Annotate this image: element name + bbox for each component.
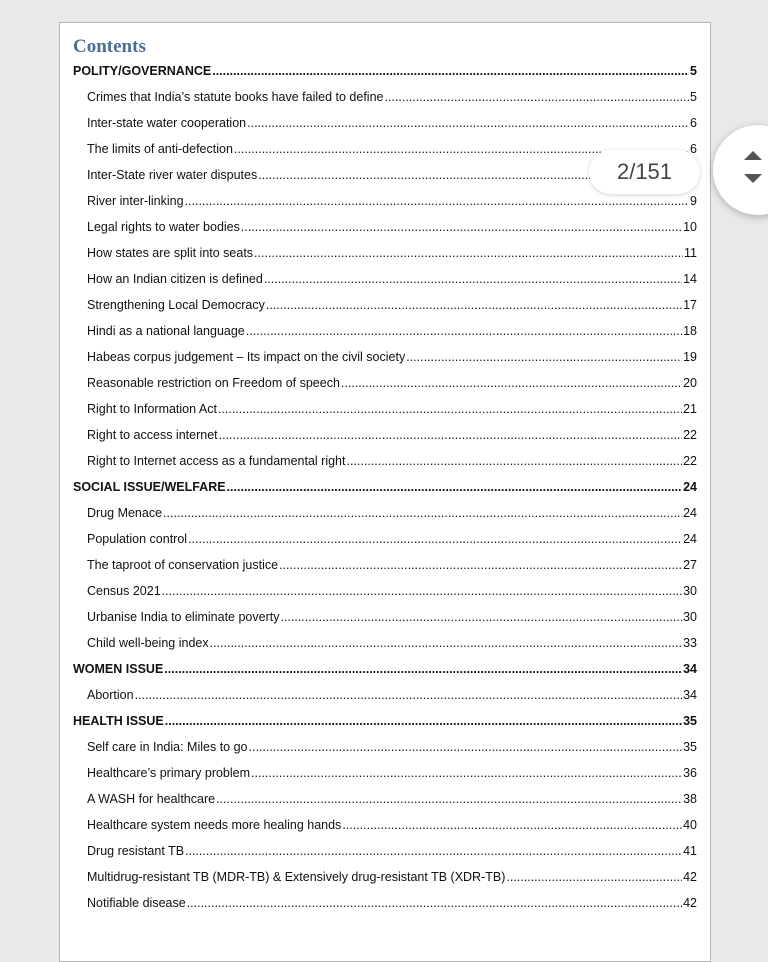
dot-leader xyxy=(185,844,682,858)
toc-section-entry[interactable] xyxy=(73,662,697,680)
toc-entry[interactable] xyxy=(87,610,697,628)
dot-leader xyxy=(266,298,682,312)
toc-entry-page-number: 14 xyxy=(683,272,697,286)
toc-entry[interactable] xyxy=(87,584,697,602)
toc-entry-label: POLITY/GOVERNANCE xyxy=(73,64,212,78)
toc-entry[interactable] xyxy=(87,402,697,420)
toc-entry-label: Drug resistant TB xyxy=(87,844,185,858)
toc-entry-label: Abortion xyxy=(87,688,134,702)
triangle-down-icon xyxy=(744,174,762,183)
toc-entry[interactable] xyxy=(87,376,697,394)
toc-entry[interactable] xyxy=(87,532,697,550)
toc-entry-label: Inter-State river water disputes xyxy=(87,168,258,182)
toc-entry-label: Legal rights to water bodies xyxy=(87,220,240,234)
toc-entry-page-number: 22 xyxy=(683,454,697,468)
toc-entry-label: Inter-state water cooperation xyxy=(87,116,247,130)
toc-entry[interactable] xyxy=(87,116,697,134)
toc-entry[interactable] xyxy=(87,792,697,810)
dot-leader xyxy=(162,584,682,598)
toc-entry-label: Population control xyxy=(87,532,188,546)
toc-entry-page-number: 36 xyxy=(683,766,697,780)
toc-entry-page-number: 11 xyxy=(684,246,697,260)
dot-leader xyxy=(241,220,682,234)
dot-leader xyxy=(246,324,682,338)
toc-entry-page-number: 6 xyxy=(690,142,697,156)
toc-entry-page-number: 6 xyxy=(690,116,697,130)
toc-entry-page-number: 42 xyxy=(683,896,697,910)
dot-leader xyxy=(216,792,682,806)
toc-entry-label: Census 2021 xyxy=(87,584,161,598)
toc-entry-label: River inter-linking xyxy=(87,194,184,208)
dot-leader xyxy=(346,454,682,468)
dot-leader xyxy=(219,428,682,442)
toc-entry[interactable] xyxy=(87,688,697,706)
toc-section-entry[interactable] xyxy=(73,714,697,732)
toc-entry-label: A WASH for healthcare xyxy=(87,792,216,806)
toc-entry-label: Child well-being index xyxy=(87,636,209,650)
toc-entry-page-number: 30 xyxy=(683,584,697,598)
toc-entry-label: Right to Information Act xyxy=(87,402,217,416)
page-title: Contents xyxy=(73,36,146,57)
toc-entry-page-number: 34 xyxy=(683,688,697,702)
dot-leader xyxy=(135,688,683,702)
toc-entry[interactable] xyxy=(87,324,697,342)
toc-entry-page-number: 19 xyxy=(683,350,697,364)
toc-entry[interactable] xyxy=(87,454,697,472)
toc-entry-page-number: 35 xyxy=(683,740,697,754)
toc-entry[interactable] xyxy=(87,766,697,784)
dot-leader xyxy=(264,272,682,286)
dot-leader xyxy=(163,506,682,520)
toc-entry-page-number: 5 xyxy=(690,90,697,104)
dot-leader xyxy=(506,870,682,884)
toc-section-entry[interactable] xyxy=(73,480,697,498)
toc-entry-page-number: 33 xyxy=(683,636,697,650)
toc-entry-label: Crimes that India’s statute books have failed to define xyxy=(87,90,384,104)
toc-entry-page-number: 22 xyxy=(683,428,697,442)
dot-leader xyxy=(187,896,682,910)
toc-entry[interactable] xyxy=(87,558,697,576)
toc-entry-page-number: 38 xyxy=(683,792,697,806)
toc-entry-page-number: 21 xyxy=(683,402,697,416)
toc-entry-page-number: 20 xyxy=(683,376,697,390)
toc-entry-page-number: 40 xyxy=(683,818,697,832)
toc-entry-page-number: 41 xyxy=(683,844,697,858)
toc-entry-label: Multidrug-resistant TB (MDR-TB) & Extensively drug-resistant TB (XDR-TB) xyxy=(87,870,506,884)
dot-leader xyxy=(254,246,683,260)
dot-leader xyxy=(341,376,682,390)
toc-entry-page-number: 9 xyxy=(690,194,697,208)
toc-entry[interactable] xyxy=(87,246,697,264)
toc-entry-page-number: 30 xyxy=(683,610,697,624)
toc-entry-label: Notifiable disease xyxy=(87,896,186,910)
toc-entry-label: The taproot of conservation justice xyxy=(87,558,279,572)
toc-entry-page-number: 10 xyxy=(683,220,697,234)
toc-entry-label: WOMEN ISSUE xyxy=(73,662,164,676)
toc-entry-page-number: 24 xyxy=(683,480,697,494)
toc-entry-label: Healthcare’s primary problem xyxy=(87,766,251,780)
toc-entry[interactable] xyxy=(87,428,697,446)
toc-entry[interactable] xyxy=(87,194,697,212)
toc-entry[interactable] xyxy=(87,896,697,914)
toc-entry-page-number: 5 xyxy=(690,64,697,78)
toc-entry-label: Urbanise India to eliminate poverty xyxy=(87,610,280,624)
toc-entry-label: HEALTH ISSUE xyxy=(73,714,164,728)
dot-leader xyxy=(185,194,689,208)
dot-leader xyxy=(279,558,682,572)
dot-leader xyxy=(247,116,689,130)
toc-entry[interactable] xyxy=(87,818,697,836)
toc-entry-page-number: 17 xyxy=(683,298,697,312)
dot-leader xyxy=(164,662,682,676)
toc-entry-label: Reasonable restriction on Freedom of speech xyxy=(87,376,340,390)
toc-entry[interactable] xyxy=(87,870,697,888)
toc-entry-page-number: 27 xyxy=(683,558,697,572)
toc-entry[interactable] xyxy=(87,298,697,316)
dot-leader xyxy=(212,64,689,78)
toc-entry-label: How an Indian citizen is defined xyxy=(87,272,263,286)
dot-leader xyxy=(165,714,682,728)
toc-entry-page-number: 35 xyxy=(683,714,697,728)
toc-entry-label: Strengthening Local Democracy xyxy=(87,298,265,312)
toc-entry-label: Healthcare system needs more healing hands xyxy=(87,818,342,832)
toc-entry-label: The limits of anti-defection xyxy=(87,142,233,156)
toc-entry-label: Right to access internet xyxy=(87,428,218,442)
toc-entry-label: How states are split into seats xyxy=(87,246,254,260)
dot-leader xyxy=(210,636,682,650)
dot-leader xyxy=(251,766,682,780)
toc-entry[interactable] xyxy=(87,506,697,524)
dot-leader xyxy=(218,402,682,416)
dot-leader xyxy=(342,818,682,832)
dot-leader xyxy=(406,350,682,364)
dot-leader xyxy=(227,480,683,494)
toc-entry[interactable] xyxy=(87,350,697,368)
toc-entry[interactable] xyxy=(87,740,697,758)
toc-entry-label: SOCIAL ISSUE/WELFARE xyxy=(73,480,226,494)
toc-entry-page-number: 24 xyxy=(683,532,697,546)
toc-section-entry[interactable] xyxy=(73,64,697,82)
toc-entry-page-number: 18 xyxy=(683,324,697,338)
dot-leader xyxy=(188,532,682,546)
toc-entry-label: Hindi as a national language xyxy=(87,324,245,338)
dot-leader xyxy=(280,610,682,624)
fast-scroll-handle[interactable] xyxy=(713,125,768,215)
toc-entry-label: Drug Menace xyxy=(87,506,163,520)
toc-entry[interactable] xyxy=(87,90,697,108)
toc-entry-page-number: 42 xyxy=(683,870,697,884)
triangle-up-icon xyxy=(744,151,762,160)
dot-leader xyxy=(249,740,683,754)
toc-entry-page-number: 24 xyxy=(683,506,697,520)
page-indicator: 2/151 xyxy=(589,150,700,194)
toc-entry-label: Habeas corpus judgement – Its impact on the civil society xyxy=(87,350,406,364)
toc-entry-label: Right to Internet access as a fundamental right xyxy=(87,454,346,468)
dot-leader xyxy=(384,90,689,104)
toc-entry-page-number: 34 xyxy=(683,662,697,676)
toc-entry-label: Self care in India: Miles to go xyxy=(87,740,248,754)
toc-entry[interactable] xyxy=(87,844,697,862)
toc-entry[interactable] xyxy=(87,220,697,238)
toc-entry[interactable] xyxy=(87,272,697,290)
toc-entry[interactable] xyxy=(87,636,697,654)
